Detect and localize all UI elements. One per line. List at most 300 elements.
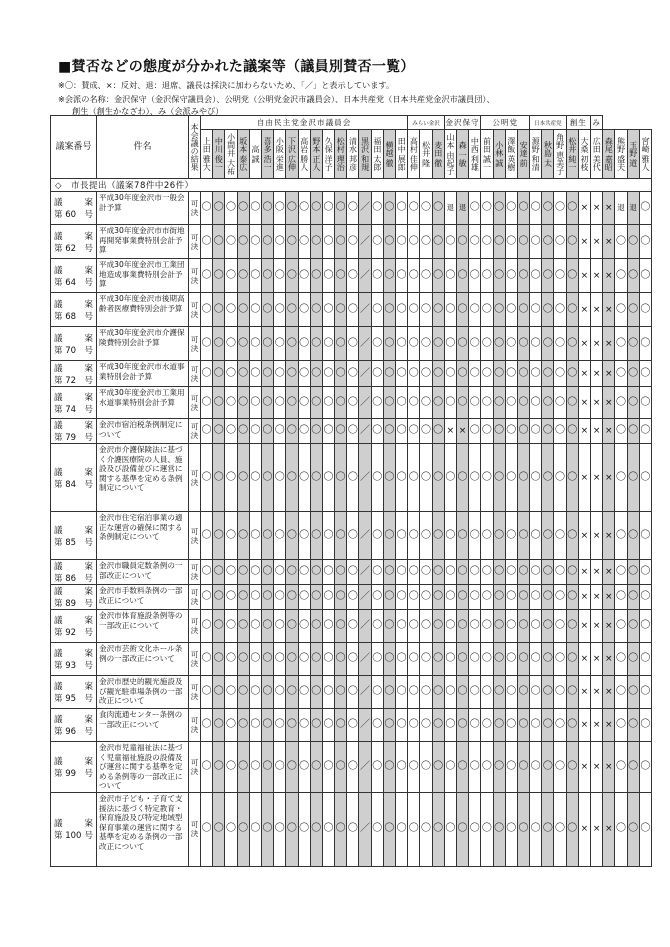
section-label: ◇ 市長提出（議案78件中26件） [51, 179, 652, 192]
vote-cell: 〇 [237, 361, 249, 387]
vote-cell: 〇 [383, 742, 395, 793]
vote-cell: 〇 [615, 585, 627, 610]
bill-number [51, 293, 97, 327]
vote-cell: × [603, 361, 615, 387]
bill-number-prefix: 議 [54, 265, 63, 276]
vote-cell: 〇 [639, 361, 651, 387]
vote-cell: 〇 [481, 676, 493, 709]
member-given-name: 誠一 [482, 155, 492, 171]
vote-cell: × [578, 643, 590, 676]
vote-cell: 〇 [396, 259, 408, 293]
vote-cell: 〇 [517, 560, 529, 585]
bill-name: 平成30年度金沢市工業用水道事業特別会計予算 [97, 387, 189, 419]
member-given-name: 徹 [385, 159, 394, 167]
vote-cell: 〇 [456, 259, 468, 293]
bill-row [51, 387, 652, 419]
vote-cell: 〇 [517, 610, 529, 643]
vote-cell: 〇 [493, 259, 505, 293]
bill-number [51, 512, 97, 560]
bill-number-suffix: 号 [84, 574, 93, 584]
bill-number-value: 第 99 [54, 768, 77, 779]
vote-cell: 〇 [201, 192, 213, 225]
bill-number [51, 259, 97, 293]
member-header [603, 130, 615, 179]
vote-cell: 〇 [249, 444, 261, 512]
bill-number-prefix: 議 [54, 231, 63, 242]
member-surname: 宮崎 [640, 137, 650, 153]
vote-cell: 〇 [335, 259, 347, 293]
bill-name: 金沢市芸術文化ホール条例の一部改正について [97, 643, 189, 676]
vote-cell: 〇 [213, 512, 225, 560]
vote-cell: ／ [359, 742, 371, 793]
vote-cell: 〇 [493, 327, 505, 361]
vote-cell: 〇 [408, 742, 420, 793]
member-surname: 松井 [421, 141, 431, 157]
session-result: 可決 [189, 560, 201, 585]
vote-cell: 〇 [627, 387, 639, 419]
vote-cell: 〇 [298, 225, 310, 259]
vote-cell: 〇 [505, 792, 517, 866]
vote-cell: 〇 [505, 512, 517, 560]
vote-cell: 〇 [310, 419, 322, 444]
section-row [51, 179, 652, 192]
vote-cell: 〇 [298, 444, 310, 512]
vote-cell: 〇 [347, 327, 359, 361]
vote-cell: 〇 [371, 293, 383, 327]
vote-cell: 〇 [322, 293, 334, 327]
bill-name: 金沢市体育施設条例等の一部改正について [97, 610, 189, 643]
vote-cell: 〇 [493, 792, 505, 866]
vote-cell: 〇 [213, 643, 225, 676]
vote-cell: 〇 [201, 643, 213, 676]
result-header [189, 116, 201, 179]
vote-cell: 〇 [322, 585, 334, 610]
vote-cell: 〇 [201, 742, 213, 793]
vote-cell: 〇 [249, 387, 261, 419]
vote-cell: × [578, 192, 590, 225]
member-surname: 松井 [567, 137, 577, 153]
session-result: 可決 [189, 444, 201, 512]
vote-cell: 〇 [213, 585, 225, 610]
vote-cell: 〇 [493, 676, 505, 709]
vote-cell: 〇 [371, 259, 383, 293]
vote-cell: 〇 [249, 792, 261, 866]
vote-table [50, 115, 652, 867]
vote-cell: 〇 [530, 792, 542, 866]
vote-cell: × [591, 293, 603, 327]
vote-cell: 〇 [249, 293, 261, 327]
vote-cell: 〇 [396, 327, 408, 361]
vote-cell: 〇 [456, 709, 468, 742]
member-header [371, 130, 383, 179]
bill-number-kind: 案 [84, 299, 93, 310]
vote-cell: ／ [359, 792, 371, 866]
vote-cell: 〇 [322, 225, 334, 259]
bill-number [51, 709, 97, 742]
vote-cell: 〇 [408, 444, 420, 512]
member-surname: 前田 [482, 137, 492, 153]
member-surname: 久保 [324, 137, 334, 153]
vote-cell: 〇 [469, 225, 481, 259]
member-given-name: 邦彦 [348, 155, 358, 171]
vote-cell: ／ [359, 293, 371, 327]
vote-cell: 〇 [383, 792, 395, 866]
vote-cell: 〇 [615, 792, 627, 866]
vote-cell: 〇 [444, 643, 456, 676]
vote-cell: × [578, 387, 590, 419]
vote-cell: × [591, 225, 603, 259]
member-given-name: 理治 [336, 155, 346, 171]
member-given-name: 勝人 [299, 155, 309, 171]
member-given-name: 展郎 [397, 155, 407, 171]
vote-cell: × [591, 444, 603, 512]
vote-cell: 〇 [542, 585, 554, 610]
bill-number-kind: 案 [84, 525, 93, 536]
member-header [481, 130, 493, 179]
member-surname: 森 [458, 141, 468, 149]
vote-cell: 〇 [201, 387, 213, 419]
vote-cell: 退 [627, 192, 639, 225]
vote-cell: 〇 [322, 444, 334, 512]
vote-cell: 〇 [517, 293, 529, 327]
vote-cell: 〇 [554, 259, 566, 293]
bill-name: 平成30年度金沢市水道事業特別会計予算 [97, 361, 189, 387]
member-header [335, 130, 347, 179]
vote-cell: 〇 [371, 327, 383, 361]
vote-cell: 〇 [261, 512, 273, 560]
vote-cell: 〇 [383, 327, 395, 361]
vote-cell: × [578, 610, 590, 643]
vote-cell: ／ [359, 327, 371, 361]
vote-cell: 〇 [517, 742, 529, 793]
vote-cell: 〇 [347, 643, 359, 676]
vote-cell: 〇 [371, 742, 383, 793]
member-surname: 坂本 [238, 137, 248, 153]
vote-cell: 〇 [456, 560, 468, 585]
vote-cell: 〇 [237, 419, 249, 444]
bill-number-kind: 案 [84, 198, 93, 208]
vote-cell: 〇 [249, 676, 261, 709]
vote-cell: 〇 [286, 225, 298, 259]
vote-cell: 〇 [456, 512, 468, 560]
member-surname: 玉野 [628, 141, 638, 157]
vote-cell: 〇 [335, 327, 347, 361]
faction-header: 創生 [566, 116, 590, 130]
vote-cell: 〇 [554, 676, 566, 709]
vote-cell: 〇 [310, 225, 322, 259]
member-given-name: 太 [543, 159, 553, 167]
vote-cell: 〇 [347, 444, 359, 512]
vote-cell: 〇 [213, 293, 225, 327]
vote-cell: 〇 [274, 560, 286, 585]
vote-cell: 〇 [298, 512, 310, 560]
vote-cell: 〇 [444, 742, 456, 793]
vote-cell: 〇 [201, 327, 213, 361]
vote-cell: 〇 [432, 610, 444, 643]
vote-cell: 〇 [432, 709, 444, 742]
member-header [383, 130, 395, 179]
vote-cell: 〇 [371, 792, 383, 866]
bill-row [51, 676, 652, 709]
vote-cell: × [603, 610, 615, 643]
vote-cell: 〇 [615, 512, 627, 560]
vote-cell: × [444, 419, 456, 444]
vote-cell: 〇 [566, 419, 578, 444]
vote-cell: 〇 [469, 192, 481, 225]
vote-cell: × [591, 512, 603, 560]
bill-number-value: 第 85 [54, 537, 77, 548]
vote-cell: 〇 [225, 387, 237, 419]
vote-cell: 〇 [298, 742, 310, 793]
bill-row [51, 225, 652, 259]
vote-cell: 〇 [408, 293, 420, 327]
vote-cell: × [603, 419, 615, 444]
bill-name: 金沢市歴史的観光施設及び観光駐車場条例の一部改正について [97, 676, 189, 709]
bill-name: 平成30年度金沢市後期高齢者医療費特別会計予算 [97, 293, 189, 327]
vote-cell: 〇 [566, 327, 578, 361]
vote-cell: 〇 [274, 387, 286, 419]
vote-cell: × [578, 419, 590, 444]
vote-cell: × [591, 792, 603, 866]
member-header [432, 130, 444, 179]
member-given-name: 太郎 [372, 155, 382, 171]
bill-number-prefix: 議 [54, 363, 63, 374]
vote-cell: 〇 [237, 512, 249, 560]
vote-cell: 〇 [444, 444, 456, 512]
vote-cell: × [603, 676, 615, 709]
bill-number-kind: 案 [84, 649, 93, 659]
vote-cell: 〇 [274, 676, 286, 709]
vote-cell: 〇 [408, 792, 420, 866]
bill-number-suffix: 号 [84, 537, 93, 548]
vote-cell: 〇 [456, 742, 468, 793]
session-result: 可決 [189, 361, 201, 387]
vote-cell: 〇 [396, 792, 408, 866]
vote-cell: 〇 [542, 387, 554, 419]
vote-cell: ／ [359, 585, 371, 610]
session-result: 可決 [189, 709, 201, 742]
bill-number [51, 192, 97, 225]
vote-cell: 〇 [261, 361, 273, 387]
vote-cell: ／ [359, 361, 371, 387]
vote-cell: 〇 [554, 327, 566, 361]
vote-cell: 〇 [517, 444, 529, 512]
vote-cell: 〇 [225, 709, 237, 742]
vote-cell: 〇 [566, 444, 578, 512]
vote-cell: 〇 [286, 387, 298, 419]
bill-number-value: 第 60 [54, 210, 77, 220]
vote-cell: 〇 [249, 419, 261, 444]
vote-cell: 〇 [554, 610, 566, 643]
vote-cell: 〇 [225, 742, 237, 793]
vote-cell: 〇 [420, 293, 432, 327]
faction-header: 金沢保守 [444, 116, 481, 130]
member-given-name: 雅人 [640, 155, 650, 171]
faction-header: 日本共産党 [530, 116, 567, 130]
vote-cell: 〇 [274, 361, 286, 387]
vote-cell: 〇 [237, 610, 249, 643]
bill-name: 食肉流通センター条例の一部改正について [97, 709, 189, 742]
bill-number [51, 419, 97, 444]
member-surname: 大桑 [580, 137, 589, 153]
member-given-name: 道 [628, 159, 638, 167]
bill-number-kind: 案 [84, 587, 93, 597]
vote-cell: 〇 [420, 444, 432, 512]
vote-cell: 〇 [408, 709, 420, 742]
vote-cell: 〇 [432, 361, 444, 387]
vote-cell: 〇 [627, 444, 639, 512]
member-header [396, 130, 408, 179]
vote-cell: 〇 [627, 225, 639, 259]
member-surname: 澤飯 [506, 137, 516, 153]
vote-cell: 〇 [383, 192, 395, 225]
vote-cell: 〇 [383, 610, 395, 643]
vote-cell: 〇 [469, 676, 481, 709]
vote-cell: 〇 [432, 327, 444, 361]
vote-cell: 〇 [286, 709, 298, 742]
vote-cell: 〇 [274, 192, 286, 225]
vote-cell: 〇 [444, 293, 456, 327]
vote-cell: 〇 [213, 225, 225, 259]
vote-cell: 〇 [615, 225, 627, 259]
vote-cell: × [603, 293, 615, 327]
vote-cell: 〇 [554, 742, 566, 793]
vote-cell: 〇 [639, 560, 651, 585]
member-surname: 森尾 [604, 137, 614, 153]
member-header [225, 130, 237, 179]
vote-cell: 〇 [554, 792, 566, 866]
vote-cell: 〇 [249, 742, 261, 793]
bill-number-prefix: 議 [54, 715, 63, 725]
vote-cell: 〇 [225, 585, 237, 610]
member-surname: 熊野 [616, 137, 626, 153]
bill-name: 平成30年度金沢市工業団地造成事業費特別会計予算 [97, 259, 189, 293]
vote-cell: 〇 [383, 676, 395, 709]
vote-cell: 〇 [201, 361, 213, 387]
vote-cell: 〇 [505, 444, 517, 512]
vote-cell: 〇 [420, 792, 432, 866]
vote-cell: 〇 [481, 560, 493, 585]
vote-cell: 〇 [237, 585, 249, 610]
vote-cell: 〇 [298, 192, 310, 225]
vote-cell: 〇 [286, 361, 298, 387]
bill-number-prefix: 議 [54, 819, 63, 830]
vote-cell: 〇 [408, 387, 420, 419]
faction-header: 自由民主党金沢市議員会 [201, 116, 408, 130]
vote-cell: 退 [615, 192, 627, 225]
vote-cell: 〇 [261, 560, 273, 585]
member-surname: 黒沢 [360, 137, 370, 153]
vote-cell: 〇 [615, 293, 627, 327]
bill-row [51, 610, 652, 643]
vote-cell: 〇 [530, 327, 542, 361]
vote-cell: 〇 [627, 610, 639, 643]
vote-cell: 〇 [505, 610, 517, 643]
vote-cell: 〇 [639, 192, 651, 225]
vote-cell: 〇 [201, 585, 213, 610]
vote-cell: 〇 [432, 225, 444, 259]
session-result: 可決 [189, 676, 201, 709]
member-header [591, 130, 603, 179]
vote-cell: 〇 [335, 387, 347, 419]
vote-cell: 〇 [469, 419, 481, 444]
vote-cell: 〇 [237, 259, 249, 293]
vote-cell: 〇 [456, 327, 468, 361]
bill-number [51, 225, 97, 259]
member-given-name: 由起子 [445, 151, 455, 175]
vote-cell: 〇 [615, 560, 627, 585]
vote-cell: 〇 [530, 560, 542, 585]
vote-cell: 〇 [627, 419, 639, 444]
session-result: 可決 [189, 512, 201, 560]
vote-cell: 〇 [322, 742, 334, 793]
vote-cell: 〇 [237, 742, 249, 793]
vote-cell: × [603, 643, 615, 676]
vote-cell: × [603, 387, 615, 419]
member-surname: 小林 [494, 141, 504, 157]
vote-cell: 退 [456, 192, 468, 225]
vote-cell: 〇 [225, 225, 237, 259]
vote-cell: 〇 [481, 512, 493, 560]
vote-cell: × [591, 643, 603, 676]
vote-cell: 〇 [517, 709, 529, 742]
vote-cell: 〇 [201, 259, 213, 293]
bill-number-suffix: 号 [84, 628, 93, 638]
vote-cell: 〇 [286, 192, 298, 225]
session-result: 可決 [189, 293, 201, 327]
vote-cell: 〇 [493, 585, 505, 610]
vote-cell: 〇 [396, 676, 408, 709]
vote-cell: 〇 [639, 327, 651, 361]
vote-cell: × [603, 259, 615, 293]
vote-cell: 〇 [542, 444, 554, 512]
vote-cell: 〇 [505, 259, 517, 293]
vote-cell: ／ [359, 610, 371, 643]
vote-cell: 〇 [201, 419, 213, 444]
bill-number-kind: 案 [84, 231, 93, 242]
member-surname: 角野 [555, 133, 565, 149]
vote-cell: ／ [359, 676, 371, 709]
vote-cell: 〇 [432, 293, 444, 327]
bill-number-value: 第 79 [54, 433, 77, 443]
vote-cell: 〇 [444, 610, 456, 643]
vote-cell: 〇 [566, 361, 578, 387]
bill-number-suffix: 号 [84, 210, 93, 220]
vote-cell: × [591, 361, 603, 387]
bill-number-value: 第 96 [54, 727, 77, 737]
member-given-name: 一敏 [458, 151, 468, 167]
vote-cell: 〇 [639, 293, 651, 327]
vote-cell: 〇 [420, 419, 432, 444]
member-header [322, 130, 334, 179]
member-header [237, 130, 249, 179]
member-header [530, 130, 542, 179]
vote-cell: × [603, 709, 615, 742]
member-given-name: 和清 [531, 155, 541, 171]
vote-cell: 〇 [322, 676, 334, 709]
vote-cell: 〇 [456, 792, 468, 866]
vote-cell: 〇 [396, 742, 408, 793]
bill-number-value: 第 92 [54, 628, 77, 638]
member-header [347, 130, 359, 179]
vote-cell: 〇 [213, 419, 225, 444]
vote-cell: 〇 [371, 444, 383, 512]
vote-cell: 〇 [347, 387, 359, 419]
vote-cell: ／ [359, 709, 371, 742]
vote-cell: 〇 [554, 293, 566, 327]
result-header-label: 本会議の結果 [190, 123, 200, 171]
vote-cell: 〇 [225, 419, 237, 444]
